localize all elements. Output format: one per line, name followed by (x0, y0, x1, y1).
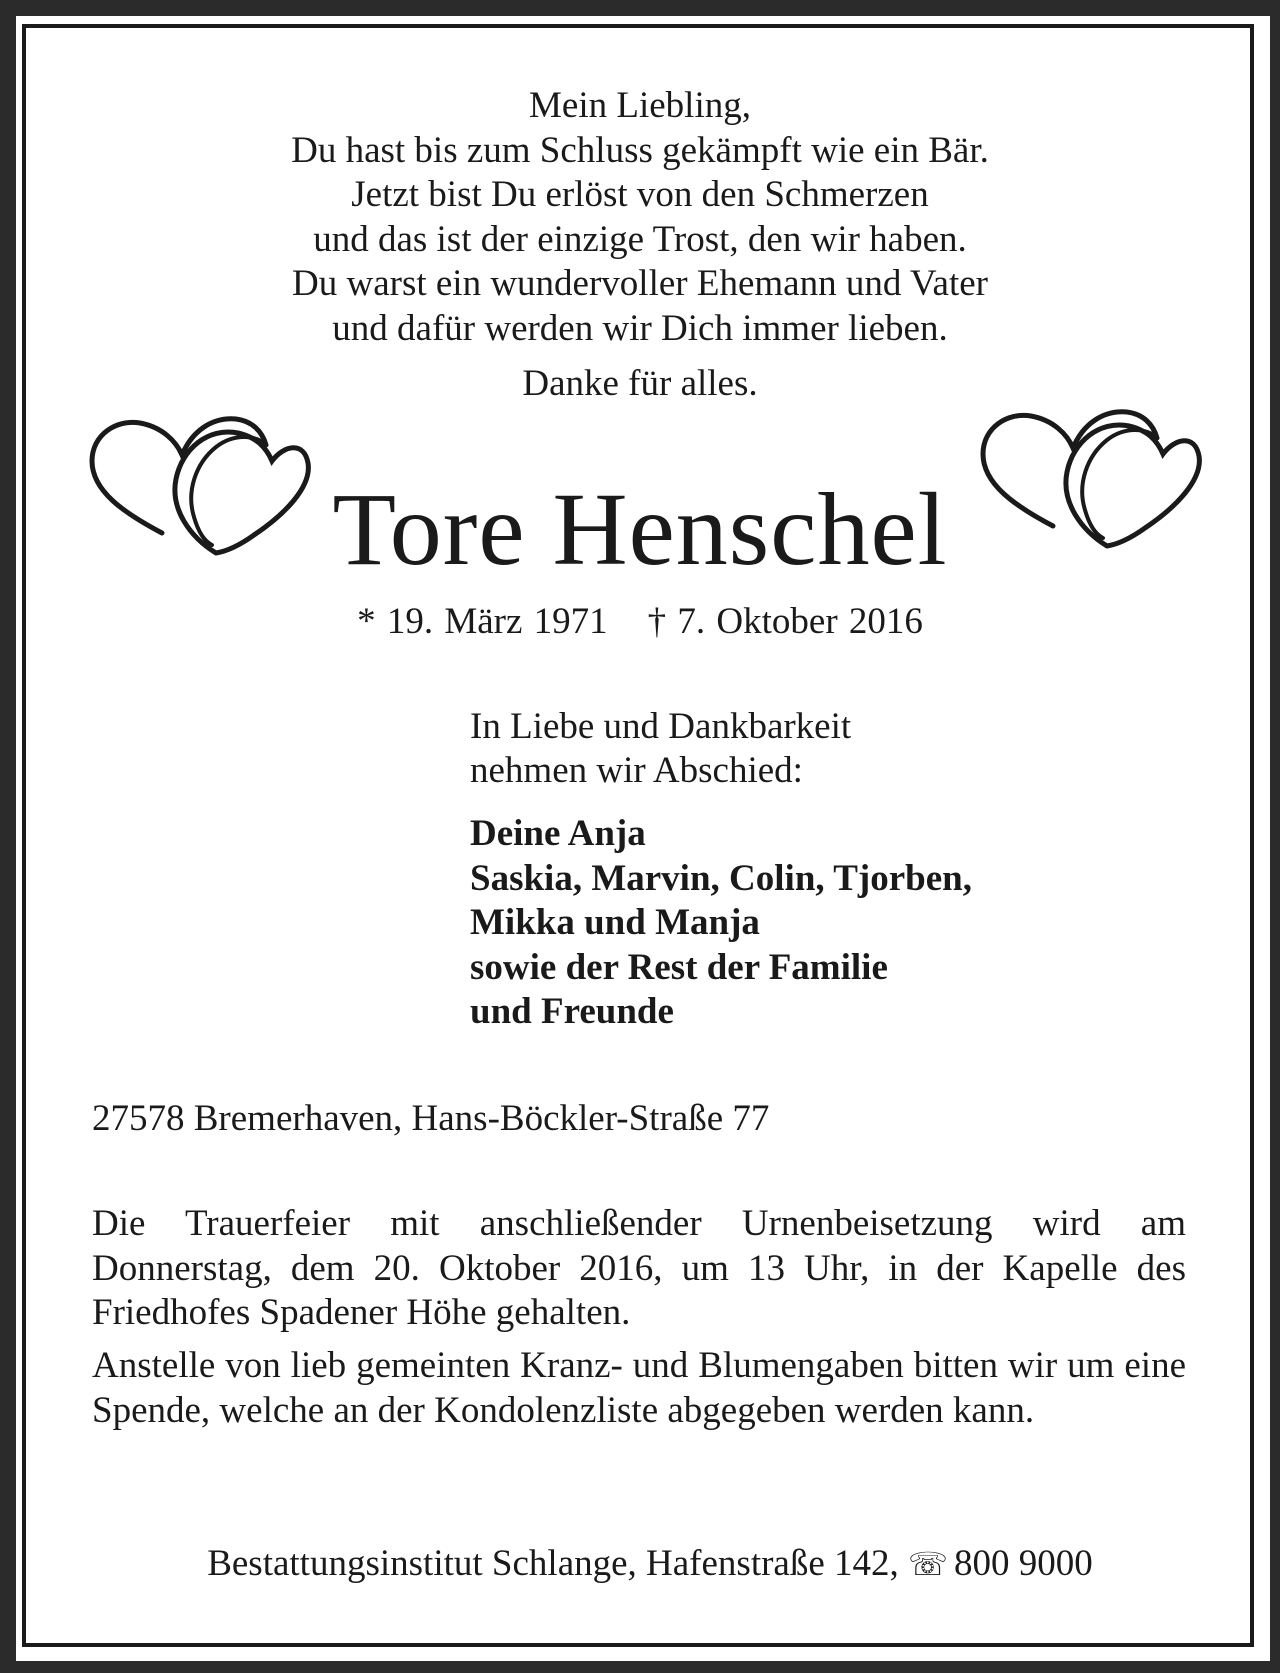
poem-line: und dafür werden wir Dich immer lieben. (332, 307, 948, 349)
death-date: † 7. Oktober 2016 (647, 601, 923, 642)
poem-line: Du warst ein wundervoller Ehemann und Vater (292, 263, 988, 304)
funeral-service-paragraph: Die Trauerfeier mit anschließender Urnenbeisetzung wird am Donnerstag, dem 20. Oktober 2016, um 13 Uhr, in der Kapelle des Friedhofes Spadener Höhe gehalten. (92, 1203, 1186, 1333)
mourner-line: und Freunde (470, 991, 674, 1032)
phone-number: 800 9000 (954, 1543, 1093, 1584)
farewell-line: In Liebe und Dankbarkeit (470, 706, 852, 747)
birth-date: * 19. März 1971 (357, 601, 608, 642)
mourner-line: Mikka und Manja (470, 902, 760, 943)
undertaker-name: Bestattungsinstitut Schlange, Hafenstraße 142, (207, 1543, 899, 1584)
life-dates (0, 600, 1280, 644)
deceased-name: Tore Henschel (332, 472, 948, 587)
undertaker-footer (0, 1542, 1280, 1586)
family-address: 27578 Bremerhaven, Hans-Böckler-Straße 77 (92, 1098, 770, 1139)
poem-line: Du hast bis zum Schluss gekämpft wie ein Bär. (291, 129, 989, 171)
mourner-line: sowie der Rest der Familie (470, 946, 888, 988)
poem (0, 84, 1280, 351)
telephone-icon: ☏ (908, 1545, 949, 1583)
mourner-line: Deine Anja (470, 813, 646, 854)
poem-thanks: Danke für alles. (522, 363, 758, 404)
mourner-line: Saskia, Marvin, Colin, Tjorben, (470, 857, 972, 899)
poem-line: Mein Liebling, (529, 85, 751, 126)
poem-line: und das ist der einzige Trost, den wir haben. (313, 218, 967, 260)
donation-paragraph: Anstelle von lieb gemeinten Kranz- und Blumengaben bitten wir um eine Spende, welche an der Kondolenzliste abgegeben werden kann. (92, 1345, 1186, 1431)
farewell-line: nehmen wir Abschied: (470, 750, 803, 791)
mourners-list (470, 812, 972, 1035)
farewell-text (470, 705, 851, 793)
poem-line: Jetzt bist Du erlöst von den Schmerzen (351, 174, 929, 215)
